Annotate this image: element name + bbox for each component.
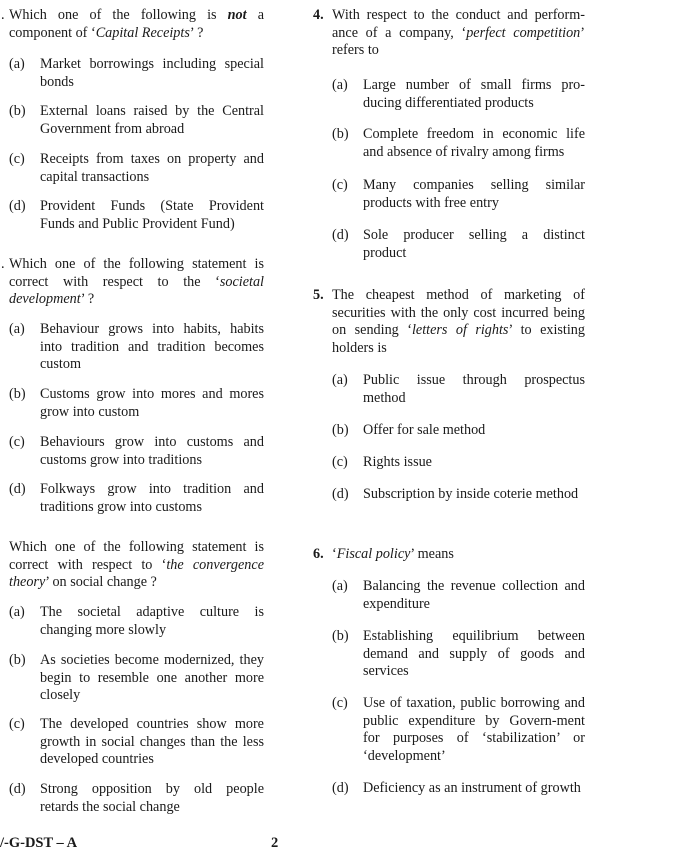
question-number: . [1, 256, 5, 272]
option-c: (c) Rights issue [332, 454, 432, 470]
question-4 [313, 7, 585, 60]
option-a: (a) Market borrowings including special bonds [9, 56, 264, 90]
question-1 [0, 7, 264, 42]
option-b: (b) Customs grow into mores and mores grow into custom [9, 386, 264, 420]
option-d: (d) Provident Funds (State Provident Funds and Public Provident Fund) [9, 198, 264, 232]
option-a: (a) Large number of small firms pro-ducing differentiated products [332, 77, 585, 111]
question-stem: Which one of the following is not a component of ‘Capital Receipts’ ? [9, 7, 264, 41]
option-d: (d) Subscription by inside coterie method [332, 486, 579, 502]
option-b: (b) External loans raised by the Central Government from abroad [9, 103, 264, 137]
question-number: 5. [313, 287, 324, 303]
option-c: (c) The developed countries show more growth in social changes than the less developed countries [9, 716, 264, 767]
option-b: (b) Complete freedom in economic life and absence of rivalry among firms [332, 126, 585, 160]
option-a: (a) Public issue through prospectus method [332, 372, 585, 406]
option-c: (c) Use of taxation, public borrowing and public expenditure by Govern-ment for purposes of ‘stabilization’ or ‘development’ [332, 695, 585, 764]
option-c: (c) Receipts from taxes on property and capital transactions [9, 151, 264, 185]
option-d: (d) Deficiency as an instrument of growth [332, 780, 581, 796]
question-stem: Which one of the following statement is correct with respect to ‘the convergence theory’ on social change ? [9, 539, 264, 590]
question-number: 4. [313, 7, 324, 23]
option-a: (a) The societal adaptive culture is changing more slowly [9, 604, 264, 638]
paper-code: /-G-DST – A [0, 835, 78, 851]
option-b: (b) Establishing equilibrium between demand and supply of goods and services [332, 628, 585, 679]
option-d: (d) Sole producer selling a distinct product [332, 227, 585, 261]
option-c: (c) Behaviours grow into customs and customs grow into traditions [9, 434, 264, 468]
question-number: . [1, 7, 5, 23]
question-stem: ‘Fiscal policy’ means [332, 546, 454, 562]
option-b: (b) As societies become modernized, they begin to resemble one another more closely [9, 652, 264, 703]
option-d: (d) Folkways grow into tradition and traditions grow into customs [9, 481, 264, 515]
option-b: (b) Offer for sale method [332, 422, 486, 438]
option-a: (a) Behaviour grows into habits, habits into tradition and tradition becomes custom [9, 321, 264, 372]
option-a: (a) Balancing the revenue collection and expenditure [332, 578, 585, 612]
question-stem: The cheapest method of marketing of securities with the only cost incurred being on sending ‘letters of rights’ to existing holders is [332, 287, 585, 356]
question-2 [0, 256, 264, 309]
question-5 [313, 287, 585, 357]
page-number: 2 [271, 835, 279, 851]
option-d: (d) Strong opposition by old people retards the social change [9, 781, 264, 815]
question-6 [313, 546, 585, 564]
question-stem: With respect to the conduct and perform-ance of a company, ‘perfect competition’ refers to [332, 7, 585, 58]
question-3 [0, 539, 264, 592]
option-c: (c) Many companies selling similar products with free entry [332, 177, 585, 211]
question-stem: Which one of the following statement is correct with respect to the ‘societal development’ ? [9, 256, 264, 307]
question-number: 6. [313, 546, 324, 562]
